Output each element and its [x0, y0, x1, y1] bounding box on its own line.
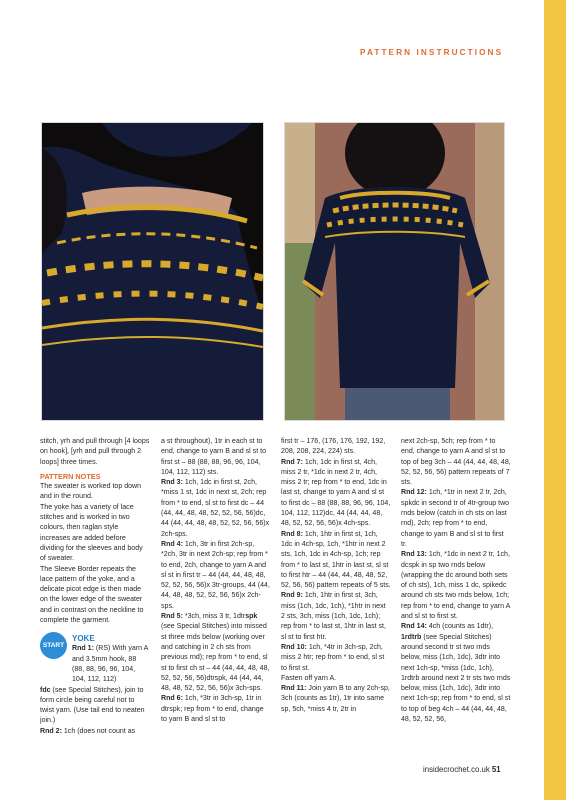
note-paragraph: The yoke has a variety of lace stitches and is worked in two colours, then raglan style increases are added before dividing for the sleeves and body of sweater.	[40, 503, 143, 563]
round-text: 4ch (counts as 1dtr),	[428, 623, 494, 631]
fasten-off-text: Fasten off yarn A.	[281, 674, 337, 682]
round-text: first tr – 176, (176, 176, 192, 192, 208, 208, 224, 224) sts.	[281, 438, 386, 456]
round-text: Join yarn B to any 2ch-sp, 3ch (counts as 1tr), 1tr into same sp, 5ch, *miss 4 tr, 2tr in	[281, 685, 390, 713]
round-label: Rnd 14:	[401, 623, 427, 631]
round-text: 1ch, *1dc in next 2 tr, 1ch, dcspk in sp two rnds below (wrapping the dc around both sets of ch sts), 1ch, miss 1 dc, spikedc around ch sts two rnds below, 1ch; rep from * to end, change to yarn A and sl st to first st.	[401, 551, 510, 621]
round-text: 1ch, 1dc in first st, 2ch, *miss 1 st, 1dc in next st, 2ch; rep from * to end, sl st to first dc – 44 (44, 44, 48, 48, 52, 52, 56, 56)dc, 44 (44, 44, 48, 48, 52, 52, 56, 56)x 2ch-sps.	[161, 479, 270, 538]
round-text: 1ch, 1dc in first st, 4ch, miss 2 tr, *1dc in next 2 tr, 4ch, miss 2 tr; rep from * to end, 1dc in last st, change to yarn A and sl st to first dc – 88 (88, 88, 96, 96, 104, 104, 112, 112)dc, 44 (44, 44, 48, 48, 52, 52, 56, 56)x 4ch-sps.	[281, 458, 391, 528]
pattern-notes-heading: PATTERN NOTES	[40, 471, 101, 481]
footer-site: insidecrochet.co.uk	[423, 765, 490, 774]
round-label: Rnd 5:	[161, 613, 183, 621]
round-label: Rnd 10:	[281, 643, 307, 651]
start-badge: START	[40, 632, 67, 659]
round-label: Rnd 6:	[161, 695, 183, 703]
round-label: Rnd 8:	[281, 530, 303, 538]
round-text: 1ch (does not count as	[63, 727, 136, 735]
note-paragraph: The sweater is worked top down and in the round.	[40, 483, 142, 501]
watermark: PassionForum.ru	[458, 782, 545, 794]
stitch-abbrev: fdc	[40, 686, 51, 694]
round-text: 1ch, *4tr in 3ch-sp, 2ch, miss 2 htr; rep from * to end, sl st to first st.	[281, 643, 385, 672]
round-text: *3ch, miss 3 tr, 1dtr	[184, 613, 246, 621]
page-number: 51	[491, 765, 501, 774]
round-label: Rnd 4:	[161, 540, 183, 548]
round-label: Rnd 2:	[40, 727, 62, 735]
page-footer	[423, 765, 501, 774]
round-label: Rnd 12:	[401, 489, 427, 497]
page-edge-stripe	[544, 0, 566, 800]
round-text: 1ch, 1htr in first st, 1ch, 1dc in 4ch-sp, 1ch, *1htr in next 2 sts, 1ch, 1dc in 4ch-sp, 1ch; rep from * to last st, 1htr in last st, sl st to first htr – 44 (44, 44, 48, 48, 52, 52, 56, 56) pattern repeats of 5 sts.	[281, 530, 391, 590]
text-column-2	[161, 437, 271, 725]
round-text: a st throughout), 1tr in each st to end, change to yarn B and sl st to first st – 88 (88, 88, 96, 96, 104, 104, 112, 112) sts.	[161, 438, 266, 476]
text-column-1	[40, 437, 150, 737]
yoke-section	[40, 634, 150, 685]
round-text: 1ch, 1htr in first st, 3ch, miss (1ch, 1dc, 1ch), *1htr in next 2 sts, 3ch, miss (1ch, 1dc, 1ch); rep from * to last st, 1htr in last st, sl st to first htr.	[281, 592, 386, 641]
photo-yoke-closeup	[41, 122, 264, 421]
section-header: PATTERN INSTRUCTIONS	[360, 48, 504, 57]
yoke-heading: YOKE	[72, 634, 95, 644]
round-text: 1ch, *3tr in 3ch-sp, 1tr in dtrspk; rep from * to end, change to yarn B and sl st to	[161, 695, 264, 724]
photo-sweater-full	[284, 122, 505, 421]
round-text: 1ch, 3tr in first 2ch-sp, *2ch, 3tr in next 2ch-sp; rep from * to end, 2ch, change to yarn A and sl st in first tr – 44 (44, 44, 48, 48, 52, 52, 56, 56)x 3tr-groups, 44 (44, 44, 48, 48, 52, 52, 56, 56)x 2ch-sps.	[161, 540, 270, 610]
round-text: next 2ch-sp, 5ch; rep from * to end, change to yarn A and sl st to top of beg 3ch – 44 (44, 44, 48, 48, 52, 52, 56, 56) pattern repeats of 7 sts.	[401, 438, 511, 487]
round-label: Rnd 11:	[281, 685, 307, 693]
stitch-abbrev: 1rdtrb	[401, 633, 422, 641]
round-label: Rnd 13:	[401, 551, 427, 559]
round-label: Rnd 1:	[72, 645, 94, 653]
intro-text: stitch, yrh and pull through [4 loops on hook], [yrh and pull through 2 loops] three times.	[40, 438, 150, 466]
round-text: (RS) With yarn A and 3.5mm hook, 88 (88, 88, 96, 96, 104, 104, 112, 112)	[72, 645, 148, 684]
round-text: (see Special Stitches) into missed st three rnds below (working over and catching in 2 ch sts from previous rnd); rep from * to end, sl st to first ch st – 44 (44, 44, 48, 48, 52, 52, 56, 56)dtrspk, 44 (44, 44, 48, 48, 52, 52, 56, 56)x 3ch-sps.	[161, 623, 270, 693]
text-column-3	[281, 437, 391, 715]
round-text: (see Special Stitches), join to form circle being careful not to twist yarn. (Use tail end to neaten join.)	[40, 686, 145, 725]
round-label: Rnd 7:	[281, 458, 303, 466]
note-paragraph: The Sleeve Border repeats the lace pattern of the yoke, and a delicate picot edge is then made on the lower edge of the sweater and in contrast on the neckline to complete the garment.	[40, 565, 144, 625]
stitch-abbrev: spk	[245, 613, 258, 621]
round-label: Rnd 3:	[161, 479, 183, 487]
text-column-4	[401, 437, 511, 725]
round-text: 1ch, *1tr in next 2 tr, 2ch, spkdc in second tr of 4tr-group two rnds below (catch in ch sts on last rnd), 2ch; rep from * to end, change to yarn B and sl st to first tr.	[401, 489, 510, 548]
round-text: (see Special Stitches) around second tr st two rnds below, miss (1ch, 1dc), 3dtr into next 1ch-sp, *miss (1dc, 1ch), 1rdtrb around next 2 tr sts two rnds below, miss (1ch, 1dc), 3dtr into next 1ch-sp; rep from * to end, sl st to top of beg 4ch – 44 (44, 44, 48, 48, 52, 52, 56,	[401, 633, 511, 724]
round-label: Rnd 9:	[281, 592, 303, 600]
